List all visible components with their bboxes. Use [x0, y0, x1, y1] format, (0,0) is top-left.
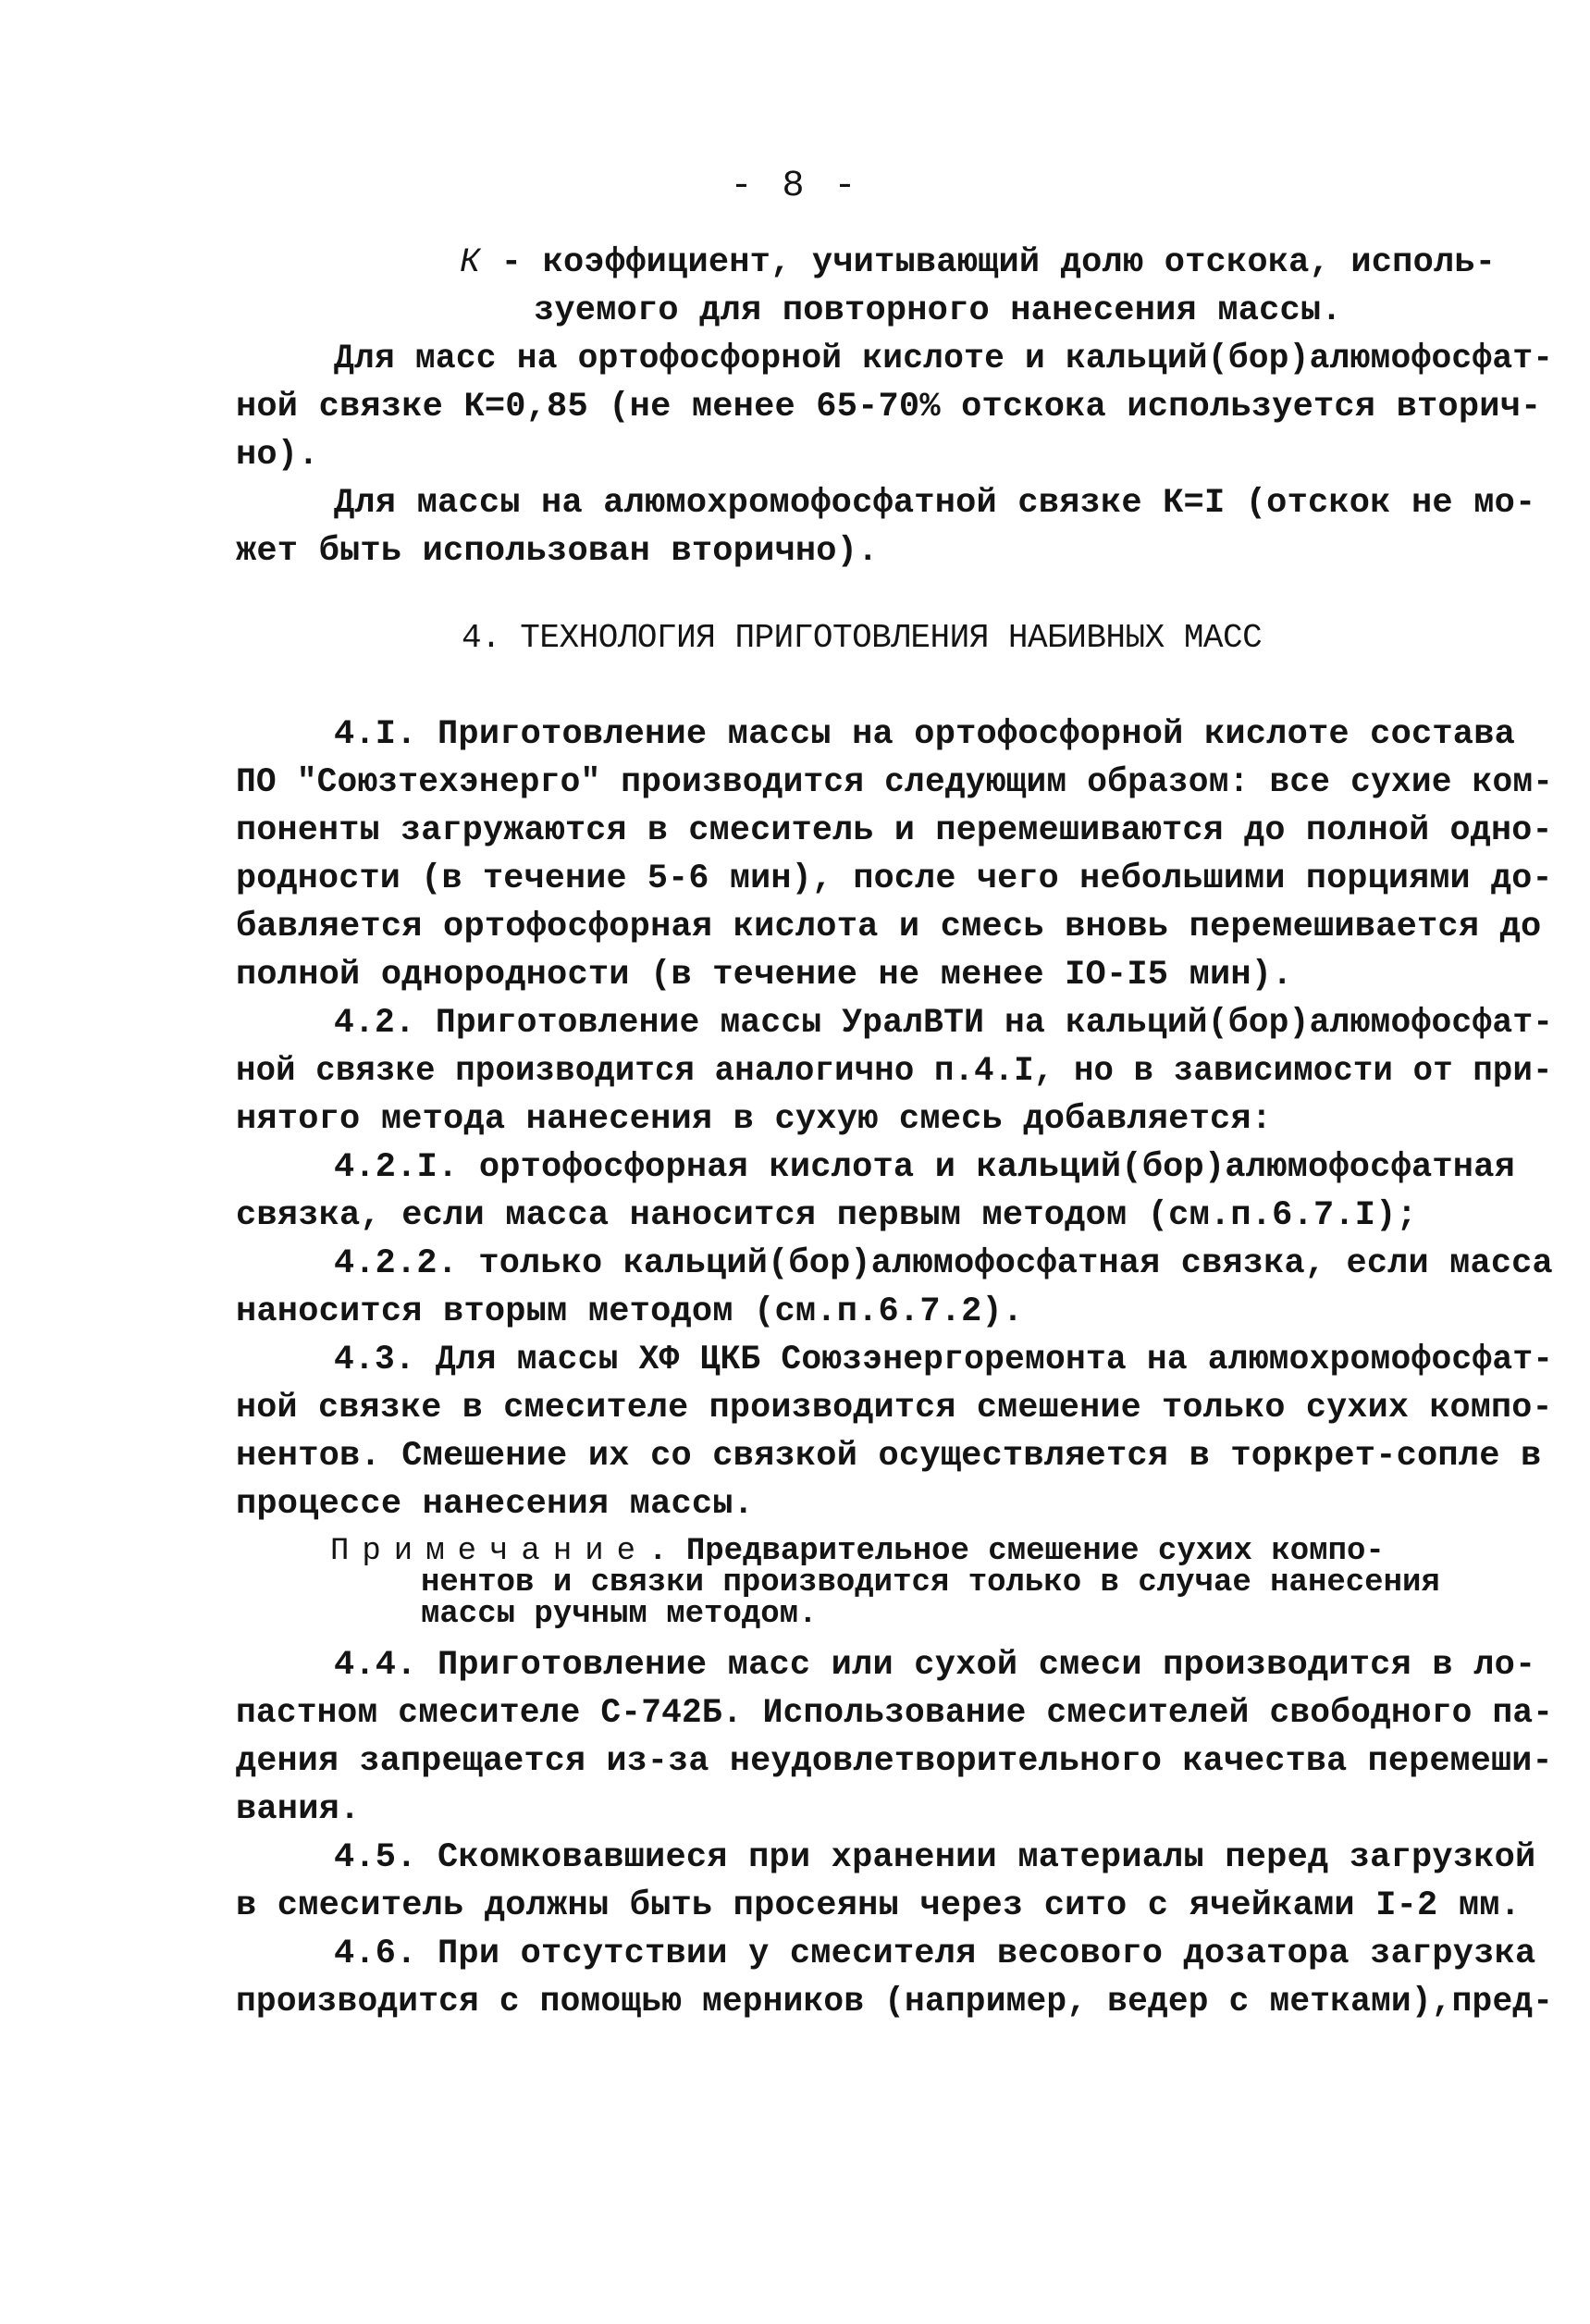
paragraph-line: но).	[236, 436, 319, 475]
paragraph-line: 4.5. Скомковавшиеся при хранении материалы перед загрузкой	[334, 1838, 1536, 1877]
paragraph-line: дения запрещается из-за неудовлетворительного качества перемеши-	[236, 1742, 1553, 1781]
paragraph-line: 4.I. Приготовление массы на ортофосфорной кислоте состава	[334, 715, 1516, 754]
paragraph-line: полной однородности (в течение не менее IO-I5 мин).	[236, 956, 1293, 995]
note-line-3: массы ручным методом.	[421, 1597, 818, 1632]
paragraph-line: поненты загружаются в смеситель и перемешиваются до полной одно-	[236, 811, 1553, 850]
paragraph-line: нентов. Смешение их со связкой осуществляется в торкрет-сопле в	[236, 1437, 1542, 1476]
page-number: - 8 -	[730, 166, 860, 207]
paragraph-line: процессе нанесения массы.	[236, 1485, 755, 1524]
paragraph-line: 4.2. Приготовление массы УралВТИ на кальций(бор)алюмофосфат-	[334, 1004, 1554, 1043]
paragraph-line: родности (в течение 5-6 мин), после чего небольшими порциями до-	[236, 859, 1553, 898]
paragraph-line: ПО "Союзтехэнерго" производится следующим образом: все сухие ком-	[236, 763, 1554, 802]
paragraph-line: жет быть использован вторично).	[236, 532, 879, 571]
paragraph-line: ной связке производится аналогично п.4.I, но в зависимости от при-	[236, 1052, 1553, 1091]
paragraph-line: в смеситель должны быть просеяны через сито с ячейками I-2 мм.	[236, 1886, 1522, 1925]
section-heading: 4. ТЕХНОЛОГИЯ ПРИГОТОВЛЕНИЯ НАБИВНЫХ МАСС	[462, 619, 1263, 657]
note-label: Примечание	[330, 1534, 649, 1569]
note-line-2: нентов и связки производится только в случае нанесения	[421, 1565, 1440, 1601]
note-line-1	[330, 1536, 1385, 1567]
definition-symbol: К	[460, 243, 481, 282]
paragraph-line: 4.6. При отсутствии у смесителя весового дозатора загрузка	[334, 1935, 1536, 1973]
paragraph-line: Для массы на алюмохромофосфатной связке К=I (отскок не мо-	[334, 484, 1536, 523]
paragraph-line: Для масс на ортофосфорной кислоте и кальций(бор)алюмофосфат-	[334, 340, 1554, 378]
paragraph-line: 4.4. Приготовление масс или сухой смеси производится в ло-	[334, 1646, 1536, 1685]
paragraph-line: ной связке в смесителе производится смешение только сухих компо-	[236, 1389, 1553, 1428]
paragraph-line: вания.	[236, 1790, 361, 1829]
definition-line-1	[460, 242, 1496, 283]
paragraph-line: 4.2.I. ортофосфорная кислота и кальций(бор)алюмофосфатная	[334, 1148, 1516, 1187]
paragraph-line: 4.3. Для массы ХФ ЦКБ Союзэнергоремонта на алюмохромофосфат-	[334, 1341, 1554, 1379]
paragraph-line: нятого метода нанесения в сухую смесь добавляется:	[236, 1100, 1273, 1139]
paragraph-line: 4.2.2. только кальций(бор)алюмофосфатная связка, если масса	[334, 1244, 1553, 1283]
definition-text: - коэффициент, учитывающий долю отскока, исполь-	[480, 243, 1497, 282]
paragraph-line: связка, если масса наносится первым методом (см.п.6.7.I);	[236, 1196, 1418, 1235]
paragraph-line: наносится вторым методом (см.п.6.7.2).	[236, 1292, 1024, 1331]
definition-line-2: зуемого для повторного нанесения массы.	[534, 291, 1342, 330]
paragraph-line: бавляется ортофосфорная кислота и смесь вновь перемешивается до	[236, 908, 1542, 946]
note-text: . Предварительное смешение сухих компо-	[648, 1534, 1385, 1569]
paragraph-line: ной связке К=0,85 (не менее 65-70% отскока используется вторич-	[236, 388, 1542, 426]
paragraph-line: производится с помощью мерников (например, ведер с метками),пред-	[236, 1983, 1554, 2021]
paragraph-line: пастном смесителе С-742Б. Использование смесителей свободного па-	[236, 1694, 1554, 1733]
